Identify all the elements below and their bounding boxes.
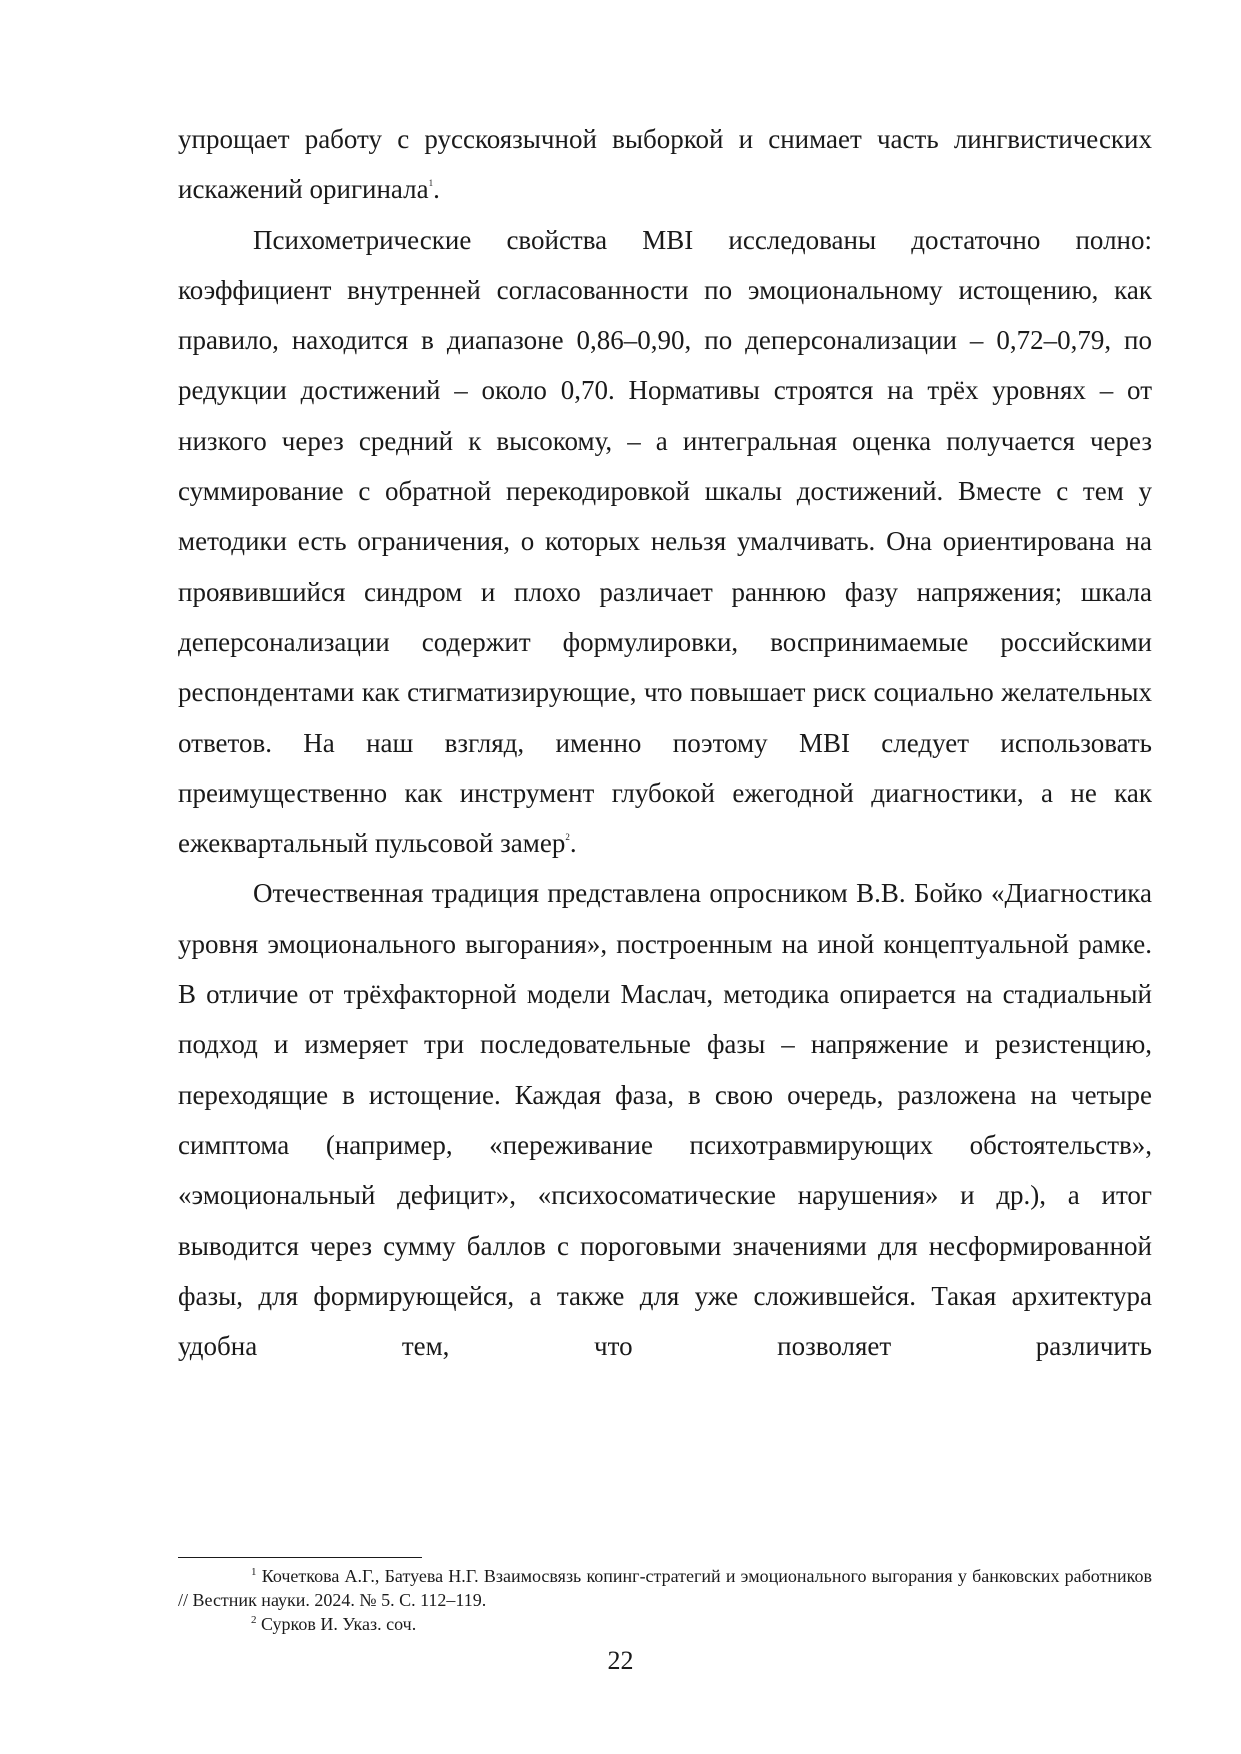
footnote-separator — [178, 1557, 422, 1558]
paragraph-text: Отечественная традиция представлена опросником В.В. Бойко «Диагностика уровня эмоционального выгорания», построенным на иной концептуальной рамке. В отличие от трёхфакторной модели Маслач, методика опирается на стадиальный подход и измеряет три последовательные фазы – напряжение и резистенцию, переходящие в истощение. Каждая фаза, в свою очередь, разложена на четыре симптома (например, «переживание психотравмирующих обстоятельств», «эмоциональный дефицит», «психосоматические нарушения» и др.), а итог выводится через сумму баллов с пороговыми значениями для несформированной фазы, для формирующейся, а также для уже сложившейся. Такая архитектура удобна тем, что позволяет различить — [178, 878, 1152, 1362]
footnote-text: Сурков И. Указ. соч. — [261, 1614, 417, 1634]
paragraph-tail: . — [569, 828, 577, 859]
footnote-reference[interactable]: 1 — [428, 178, 434, 189]
paragraph-continuation — [178, 114, 1152, 215]
footnote-number: 2 — [251, 1614, 257, 1626]
footnote-text: Кочеткова А.Г., Батуева Н.Г. Взаимосвязь копинг-стратегий и эмоционального выгорания у банковских работников // Вестник науки. 2024. № 5. С. 112–119. — [178, 1566, 1153, 1610]
paragraph-text: упрощает работу с русскоязычной выборкой и снимает часть лингвистических искажений оригинала — [178, 124, 1152, 205]
paragraph-text: Психометрические свойства MBI исследованы достаточно полно: коэффициент внутренней согласованности по эмоциональному истощению, как правило, находится в диапазоне 0,86–0,90, по деперсонализации – 0,72–0,79, по редукции достижений – около 0,70. Нормативы строятся на трёх уровнях – от низкого через средний к высокому, – а интегральная оценка получается через суммирование с обратной перекодировкой шкалы достижений. Вместе с тем у методики есть ограничения, о которых нельзя умалчивать. Она ориентирована на проявившийся синдром и плохо различает раннюю фазу напряжения; шкала деперсонализации содержит формулировки, воспринимаемые российскими респондентами как стигматизирующие, что повышает риск социально желательных ответов. На наш взгляд, именно поэтому MBI следует использовать преимущественно как инструмент глубокой ежегодной диагностики, а не как ежеквартальный пульсовой замер — [178, 224, 1152, 859]
body-text — [178, 114, 1152, 1371]
paragraph-boyko-method — [178, 868, 1152, 1371]
footnote-item — [178, 1564, 1152, 1612]
footnote-number: 1 — [251, 1566, 257, 1578]
footnote-reference[interactable]: 2 — [565, 832, 570, 843]
footnotes — [178, 1564, 1152, 1636]
paragraph-mbi-properties — [178, 215, 1152, 869]
paragraph-tail: . — [433, 174, 440, 205]
page-number: 22 — [607, 1646, 634, 1675]
footnote-item — [178, 1612, 1152, 1636]
